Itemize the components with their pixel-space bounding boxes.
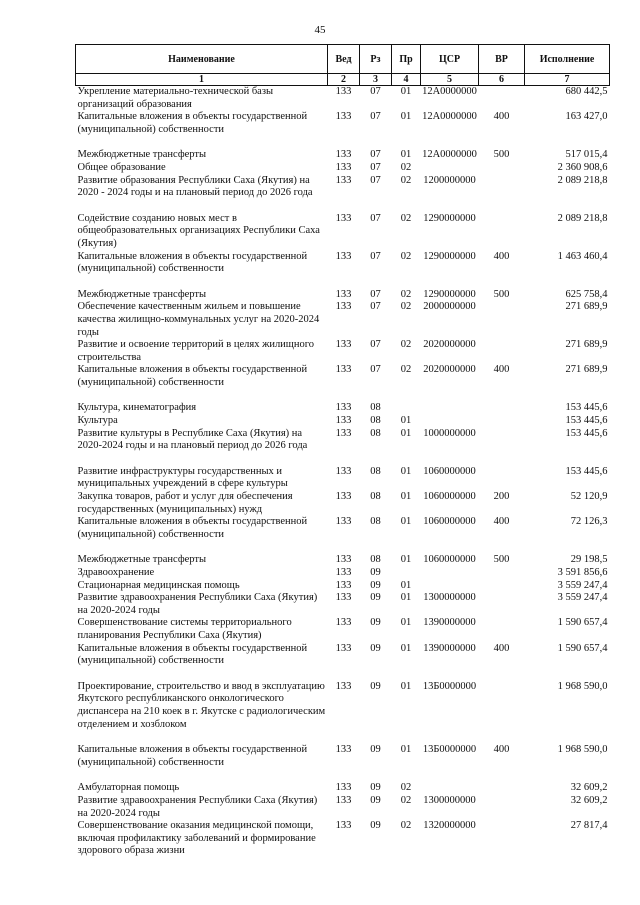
row-spacer [76, 136, 610, 149]
table-row [76, 301, 610, 339]
row-csr: 2020000000 [423, 339, 476, 351]
row-csr: 1300000000 [423, 794, 476, 806]
row-amount: 1 463 460,4 [557, 250, 608, 262]
row-name: Развитие здравоохранения Республики Саха (Якутия) на 2020-2024 годы [77, 794, 318, 819]
row-rz: 07 [370, 149, 381, 161]
row-pr: 01 [400, 427, 412, 439]
table-row [76, 86, 610, 112]
row-rz: 07 [370, 161, 381, 173]
row-csr: 12А0000000 [422, 149, 477, 161]
row-pr: 01 [400, 491, 412, 503]
row-csr: 12А0000000 [422, 86, 477, 97]
row-spacer [76, 276, 610, 289]
table-row [76, 162, 610, 175]
row-amount: 271 689,9 [565, 364, 608, 376]
row-ved: 133 [335, 161, 352, 173]
row-rz: 07 [370, 364, 381, 376]
row-vr [479, 580, 525, 593]
row-spacer [76, 453, 610, 466]
header-number: 6 [479, 74, 525, 86]
row-vr [479, 592, 525, 617]
row-rz: 08 [370, 402, 381, 414]
row-amount: 625 758,4 [565, 288, 608, 300]
row-rz: 09 [370, 680, 381, 692]
row-rz: 07 [370, 212, 381, 224]
row-csr: 1290000000 [423, 288, 476, 300]
table-row [76, 820, 610, 858]
row-amount: 163 427,0 [565, 111, 608, 123]
row-csr: 1060000000 [423, 516, 476, 528]
row-csr [421, 567, 479, 580]
table-body [76, 86, 610, 858]
row-ved: 133 [335, 111, 352, 123]
row-amount: 153 445,6 [565, 427, 608, 439]
row-csr: 1320000000 [423, 820, 476, 832]
row-vr [479, 301, 525, 339]
header-pr: Пр [392, 45, 421, 74]
row-vr: 400 [493, 642, 510, 654]
table-row [76, 592, 610, 617]
spacer-cell [76, 668, 610, 681]
table-row [76, 567, 610, 580]
row-amount: 2 089 218,8 [557, 212, 608, 224]
row-pr: 02 [400, 794, 412, 806]
row-pr: 02 [400, 288, 412, 300]
header-isp: Исполнение [525, 45, 610, 74]
row-vr [479, 415, 525, 428]
row-rz: 09 [370, 820, 381, 832]
row-ved: 133 [335, 415, 352, 427]
row-name: Капитальные вложения в объекты государственной (муниципальной) собственности [77, 111, 308, 135]
row-pr: 02 [400, 161, 412, 173]
table-row [76, 402, 610, 415]
row-pr: 01 [400, 617, 412, 629]
row-amount: 32 609,2 [570, 782, 608, 794]
row-spacer [76, 731, 610, 744]
row-rz: 09 [370, 579, 381, 591]
row-vr [479, 339, 525, 364]
row-ved: 133 [335, 402, 352, 414]
row-rz: 08 [370, 465, 381, 477]
spacer-cell [76, 389, 610, 402]
row-vr: 500 [493, 149, 510, 161]
row-pr: 01 [400, 415, 412, 427]
row-csr: 2000000000 [423, 301, 476, 313]
table-row [76, 289, 610, 302]
row-ved: 133 [335, 250, 352, 262]
row-name: Межбюджетные трансферты [77, 149, 207, 161]
row-rz: 08 [370, 415, 381, 427]
header-vr: ВР [479, 45, 525, 74]
row-pr: 02 [400, 339, 412, 351]
row-vr: 400 [493, 364, 510, 376]
row-spacer [76, 769, 610, 782]
row-pr: 02 [400, 782, 412, 794]
row-amount: 153 445,6 [565, 465, 608, 477]
row-ved: 133 [335, 288, 352, 300]
row-ved: 133 [335, 642, 352, 654]
header-number: 7 [525, 74, 610, 86]
row-csr [421, 162, 479, 175]
row-pr: 01 [400, 680, 412, 692]
spacer-cell [76, 769, 610, 782]
header-number: 2 [328, 74, 360, 86]
row-amount: 680 442,5 [565, 86, 608, 97]
header-number: 5 [421, 74, 479, 86]
spacer-cell [76, 541, 610, 554]
table-row [76, 516, 610, 541]
row-rz: 07 [370, 250, 381, 262]
row-rz: 09 [370, 794, 381, 806]
row-pr: 02 [400, 820, 412, 832]
row-vr: 200 [493, 491, 510, 503]
row-rz: 07 [370, 111, 381, 123]
row-amount: 517 015,4 [565, 149, 608, 161]
table-row [76, 554, 610, 567]
row-amount: 1 968 590,0 [557, 744, 608, 756]
row-vr [479, 782, 525, 795]
row-amount: 3 591 856,6 [557, 567, 608, 578]
table-row [76, 251, 610, 276]
row-amount: 1 590 657,4 [557, 617, 608, 629]
row-ved: 133 [335, 744, 352, 756]
row-ved: 133 [335, 491, 352, 503]
row-amount: 271 689,9 [565, 339, 608, 351]
row-ved: 133 [335, 427, 352, 439]
row-pr: 01 [400, 642, 412, 654]
row-rz: 08 [370, 516, 381, 528]
row-amount: 153 445,6 [565, 415, 608, 427]
row-ved: 133 [335, 794, 352, 806]
row-name: Закупка товаров, работ и услуг для обеспечения государственных (муниципальных) нужд [77, 491, 293, 515]
row-pr: 01 [400, 516, 412, 528]
row-rz: 09 [370, 744, 381, 756]
row-name: Капитальные вложения в объекты государственной (муниципальной) собственности [77, 364, 308, 388]
row-rz: 09 [370, 592, 381, 604]
header-rz: Рз [360, 45, 392, 74]
row-vr [479, 820, 525, 858]
row-csr [421, 782, 479, 795]
row-csr: 1060000000 [423, 465, 476, 477]
row-pr: 01 [400, 149, 412, 161]
row-rz: 07 [370, 86, 381, 97]
row-spacer [76, 541, 610, 554]
row-amount: 1 590 657,4 [557, 642, 608, 654]
row-rz: 07 [370, 339, 381, 351]
row-vr [479, 213, 525, 251]
table-row [76, 213, 610, 251]
row-ved: 133 [335, 782, 352, 794]
spacer-cell [76, 136, 610, 149]
row-ved: 133 [335, 212, 352, 224]
row-ved: 133 [335, 579, 352, 591]
row-pr [392, 402, 421, 415]
row-rz: 09 [370, 782, 381, 794]
row-name: Стационарная медицинская помощь [77, 579, 240, 591]
table-row [76, 643, 610, 668]
header-row [76, 45, 610, 74]
row-csr: 1060000000 [423, 554, 476, 566]
row-amount: 1 968 590,0 [557, 680, 608, 692]
row-csr: 1390000000 [423, 642, 476, 654]
row-vr: 400 [493, 250, 510, 262]
row-pr: 01 [400, 579, 412, 591]
row-name: Развитие культуры в Республике Саха (Якутия) на 2020-2024 годы и на плановый период до 2026 года [77, 427, 308, 452]
header-number: 3 [360, 74, 392, 86]
row-ved: 133 [335, 174, 352, 186]
row-amount: 271 689,9 [565, 301, 608, 313]
row-ved: 133 [335, 516, 352, 528]
row-spacer [76, 668, 610, 681]
row-pr: 01 [400, 554, 412, 566]
row-name: Содействие созданию новых мест в общеобразовательных организациях Республики Саха (Якутия) [77, 212, 320, 249]
header-name: Наименование [76, 45, 328, 74]
row-name: Совершенствование оказания медицинской помощи, включая профилактику заболеваний и формирование здорового образа жизни [77, 820, 316, 857]
row-rz: 07 [370, 301, 381, 313]
row-rz: 09 [370, 617, 381, 629]
row-csr: 2020000000 [423, 364, 476, 376]
row-amount: 2 089 218,8 [557, 174, 608, 186]
row-pr: 02 [400, 301, 412, 313]
row-vr: 500 [493, 554, 510, 566]
page-number: 45 [314, 24, 326, 36]
row-name: Межбюджетные трансферты [77, 554, 207, 566]
table-row [76, 744, 610, 769]
table-row [76, 617, 610, 642]
row-name: Здравоохранение [77, 567, 155, 578]
row-vr [479, 466, 525, 491]
row-amount: 52 120,9 [570, 491, 608, 503]
row-rz: 07 [370, 174, 381, 186]
row-amount: 3 559 247,4 [557, 579, 608, 591]
row-name: Совершенствование системы территориального планирования Республики Саха (Якутия) [77, 617, 292, 641]
row-name: Капитальные вложения в объекты государственной (муниципальной) собственности [77, 744, 308, 768]
row-rz: 08 [370, 554, 381, 566]
budget-table [75, 44, 610, 858]
row-name: Капитальные вложения в объекты государственной (муниципальной) собственности [77, 250, 308, 275]
row-csr [421, 402, 479, 415]
row-ved: 133 [335, 149, 352, 161]
row-csr [421, 580, 479, 593]
row-pr: 02 [400, 250, 412, 262]
table-row [76, 428, 610, 453]
row-vr: 400 [493, 516, 510, 528]
row-vr [479, 681, 525, 731]
row-rz: 09 [370, 567, 381, 578]
row-ved: 133 [335, 86, 352, 97]
row-vr [479, 86, 525, 112]
row-spacer [76, 389, 610, 402]
row-ved: 133 [335, 820, 352, 832]
table-row [76, 681, 610, 731]
row-name: Укрепление материально-технической базы организаций образования [77, 86, 274, 110]
row-amount: 29 198,5 [570, 554, 608, 566]
row-vr: 500 [493, 288, 510, 300]
row-pr: 02 [400, 364, 412, 376]
row-pr: 02 [400, 174, 412, 186]
row-name: Культура [77, 415, 118, 427]
row-name: Развитие и освоение территорий в целях жилищного строительства [77, 339, 315, 363]
row-rz: 08 [370, 491, 381, 503]
row-vr [479, 795, 525, 820]
row-name: Проектирование, строительство и ввод в эксплуатацию Якутского республиканского онкологического диспансера на 210 коек в г. Якутске с радиологическим отделением и хозблоком [77, 680, 326, 730]
row-amount: 72 126,3 [570, 516, 608, 528]
row-rz: 09 [370, 642, 381, 654]
row-amount: 2 360 908,6 [557, 161, 608, 173]
spacer-cell [76, 731, 610, 744]
row-name: Обеспечение качественным жильем и повышение качества жилищно-коммунальных услуг на 2020-2024 годы [77, 301, 320, 338]
table-row [76, 795, 610, 820]
row-csr: 1200000000 [423, 174, 476, 186]
header-ved: Вед [328, 45, 360, 74]
spacer-cell [76, 276, 610, 289]
header-number: 1 [76, 74, 328, 86]
row-ved: 133 [335, 364, 352, 376]
row-rz: 08 [370, 427, 381, 439]
table-row [76, 364, 610, 389]
row-vr: 400 [493, 111, 510, 123]
row-vr [479, 402, 525, 415]
row-ved: 133 [335, 617, 352, 629]
row-name: Культура, кинематография [77, 402, 197, 414]
row-amount: 153 445,6 [565, 402, 608, 414]
row-pr: 02 [400, 212, 412, 224]
row-amount: 3 559 247,4 [557, 592, 608, 604]
row-vr [479, 175, 525, 200]
row-pr [392, 567, 421, 580]
row-csr: 1060000000 [423, 491, 476, 503]
header-csr: ЦСР [421, 45, 479, 74]
row-ved: 133 [335, 592, 352, 604]
row-pr: 01 [400, 465, 412, 477]
row-name: Общее образование [77, 161, 166, 173]
row-amount: 27 817,4 [570, 820, 608, 832]
row-vr: 400 [493, 744, 510, 756]
header-number: 4 [392, 74, 421, 86]
row-pr: 01 [400, 86, 412, 97]
row-name: Капитальные вложения в объекты государственной (муниципальной) собственности [77, 642, 308, 667]
row-csr: 1290000000 [423, 212, 476, 224]
row-amount: 32 609,2 [570, 794, 608, 806]
table-row [76, 339, 610, 364]
row-ved: 133 [335, 465, 352, 477]
row-ved: 133 [335, 339, 352, 351]
header-number-row [76, 74, 610, 86]
row-ved: 133 [335, 301, 352, 313]
table-row [76, 466, 610, 491]
row-name: Развитие здравоохранения Республики Саха (Якутия) на 2020-2024 годы [77, 592, 318, 616]
row-name: Развитие образования Республики Саха (Якутия) на 2020 - 2024 годы и на плановый период до 2026 года [77, 174, 313, 199]
row-pr: 01 [400, 744, 412, 756]
table-row [76, 580, 610, 593]
row-csr: 13Б0000000 [422, 680, 477, 692]
spacer-cell [76, 200, 610, 213]
row-pr: 01 [400, 111, 412, 123]
row-name: Развитие инфраструктуры государственных и муниципальных учреждений в сфере культуры [77, 465, 288, 490]
row-csr: 1000000000 [423, 427, 476, 439]
row-vr [479, 162, 525, 175]
row-csr: 12А0000000 [422, 111, 477, 123]
table-header [76, 45, 610, 86]
spacer-cell [76, 453, 610, 466]
table-row [76, 415, 610, 428]
row-name: Межбюджетные трансферты [77, 288, 207, 300]
row-ved: 133 [335, 680, 352, 692]
row-csr: 1290000000 [423, 250, 476, 262]
row-vr [479, 428, 525, 453]
table-row [76, 149, 610, 162]
row-csr: 1300000000 [423, 592, 476, 604]
table-row [76, 175, 610, 200]
row-ved: 133 [335, 554, 352, 566]
row-name: Капитальные вложения в объекты государственной (муниципальной) собственности [77, 516, 308, 540]
row-name: Амбулаторная помощь [77, 782, 180, 794]
row-vr [479, 567, 525, 580]
row-csr: 1390000000 [423, 617, 476, 629]
row-vr [479, 617, 525, 642]
row-spacer [76, 200, 610, 213]
row-pr: 01 [400, 592, 412, 604]
row-csr [421, 415, 479, 428]
row-csr: 13Б0000000 [422, 744, 477, 756]
table-row [76, 111, 610, 136]
table-row [76, 491, 610, 516]
row-rz: 07 [370, 288, 381, 300]
row-ved: 133 [335, 567, 352, 578]
table-row [76, 782, 610, 795]
